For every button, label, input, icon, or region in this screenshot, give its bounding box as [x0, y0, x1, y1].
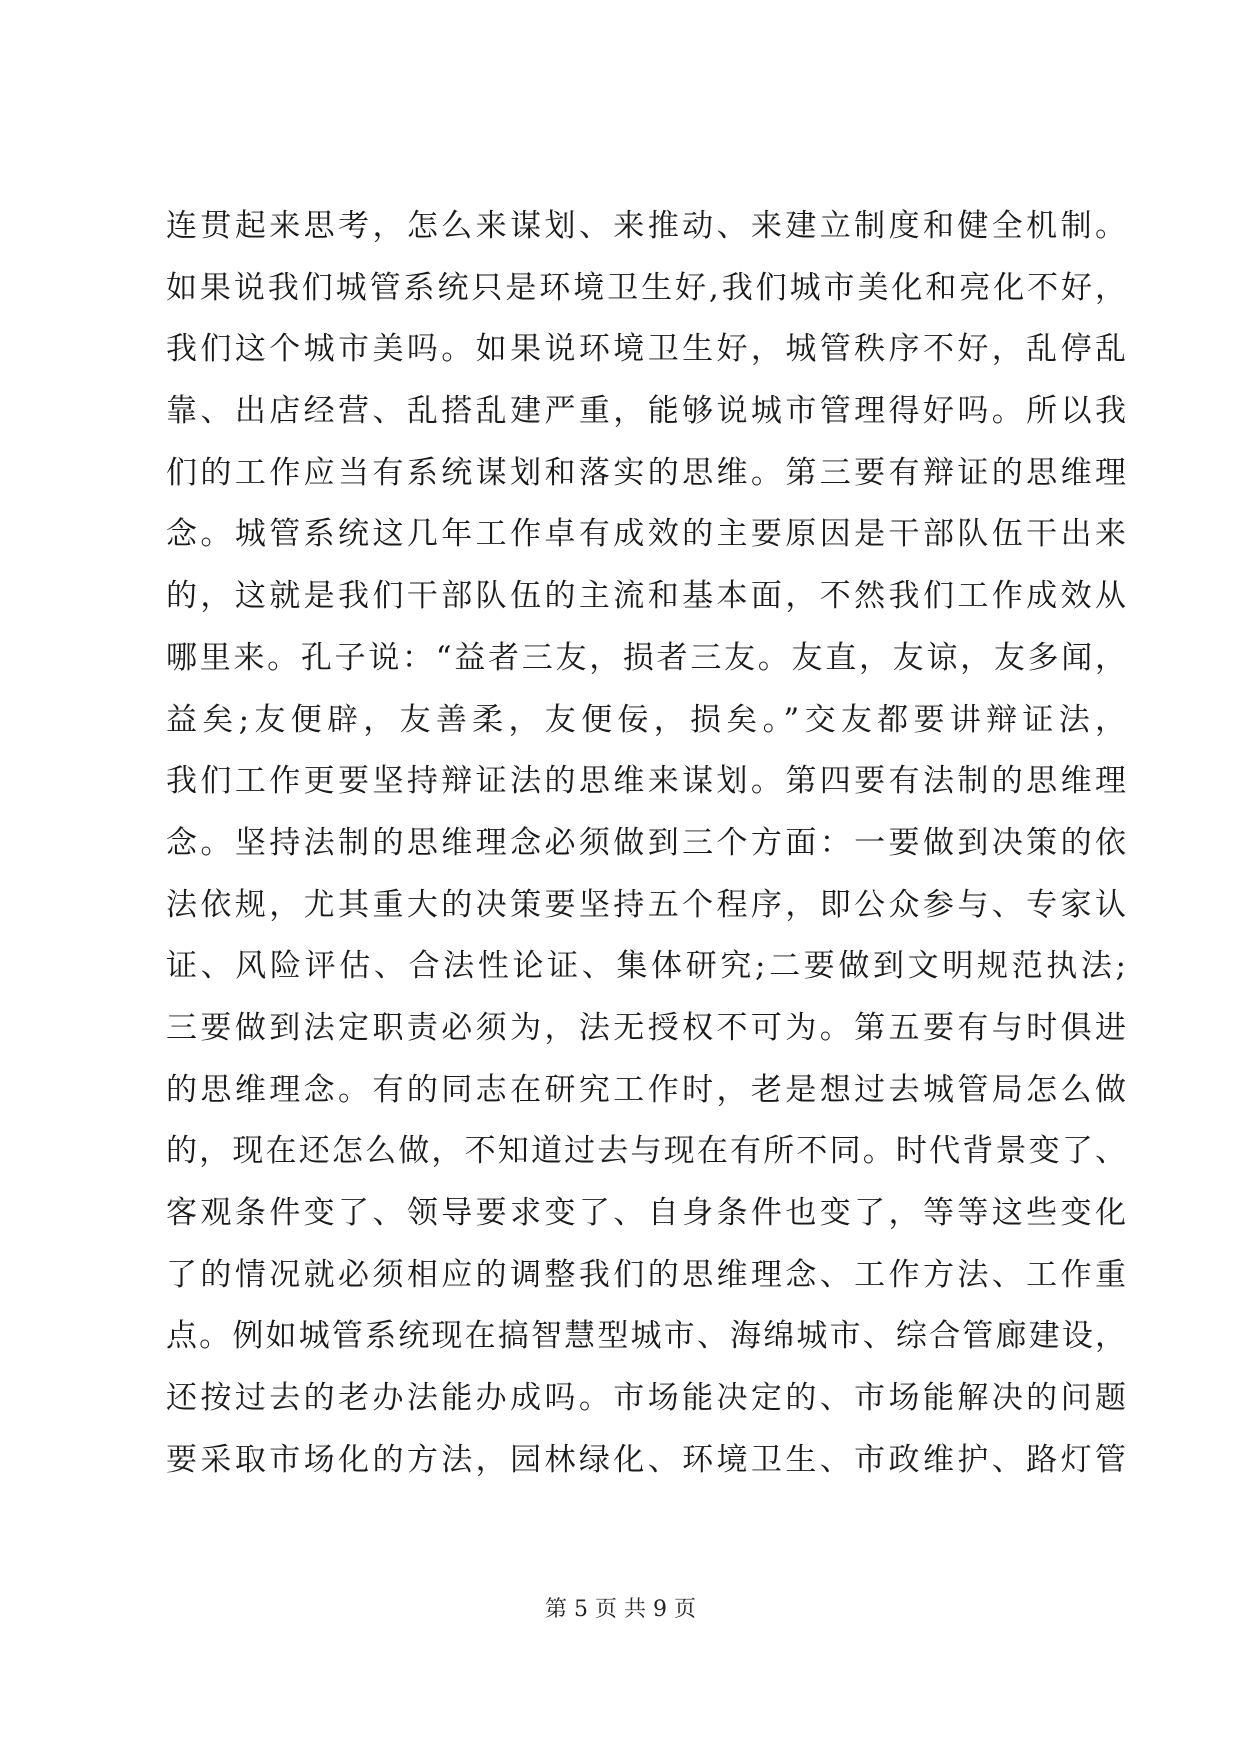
text-line: 的，这就是我们干部队伍的主流和基本面，不然我们工作成效从 [166, 578, 1126, 615]
text-line: 益矣;友便辟，友善柔，友便佞，损矣。”交友都要讲辩证法， [166, 701, 1126, 738]
text-line: 我们工作更要坚持辩证法的思维来谋划。第四要有法制的思维理 [166, 763, 1126, 800]
text-line: 靠、出店经营、乱搭乱建严重，能够说城市管理得好吗。所以我 [166, 393, 1126, 430]
text-line: 客观条件变了、领导要求变了、自身条件也变了，等等这些变化 [166, 1195, 1126, 1231]
text-line: 念。城管系统这几年工作卓有成效的主要原因是干部队伍干出来 [166, 516, 1126, 553]
text-line: 如果说我们城管系统只是环境卫生好,我们城市美化和亮化不好， [166, 269, 1126, 306]
text-line: 了的情况就必须相应的调整我们的思维理念、工作方法、工作重 [166, 1256, 1126, 1293]
text-line: 哪里来。孔子说：“益者三友，损者三友。友直，友谅，友多闻， [166, 639, 1126, 676]
text-line: 还按过去的老办法能办成吗。市场能决定的、市场能解决的问题 [166, 1380, 1126, 1417]
text-line: 的，现在还怎么做，不知道过去与现在有所不同。时代背景变了、 [166, 1133, 1126, 1170]
page-footer [0, 1592, 1241, 1623]
text-line: 点。例如城管系统现在搞智慧型城市、海绵城市、综合管廊建设， [166, 1318, 1126, 1355]
text-line: 们的工作应当有系统谋划和落实的思维。第三要有辩证的思维理 [166, 454, 1126, 491]
text-line: 连贯起来思考，怎么来谋划、来推动、来建立制度和健全机制。 [166, 208, 1126, 244]
text-line: 我们这个城市美吗。如果说环境卫生好，城管秩序不好，乱停乱 [166, 331, 1126, 368]
text-line: 法依规，尤其重大的决策要坚持五个程序，即公众参与、专家认 [166, 886, 1126, 923]
text-line: 念。坚持法制的思维理念必须做到三个方面：一要做到决策的依 [166, 824, 1126, 861]
text-line: 的思维理念。有的同志在研究工作时，老是想过去城管局怎么做 [166, 1071, 1126, 1108]
body-text [166, 196, 1126, 1491]
text-line: 三要做到法定职责必须为，法无授权不可为。第五要有与时俱进 [166, 1009, 1126, 1046]
text-line: 要采取市场化的方法，园林绿化、环境卫生、市政维护、路灯管 [166, 1441, 1126, 1478]
text-line: 证、风险评估、合法性论证、集体研究;二要做到文明规范执法; [166, 948, 1126, 985]
page-number-label: 第 5 页 共 9 页 [545, 1597, 696, 1622]
